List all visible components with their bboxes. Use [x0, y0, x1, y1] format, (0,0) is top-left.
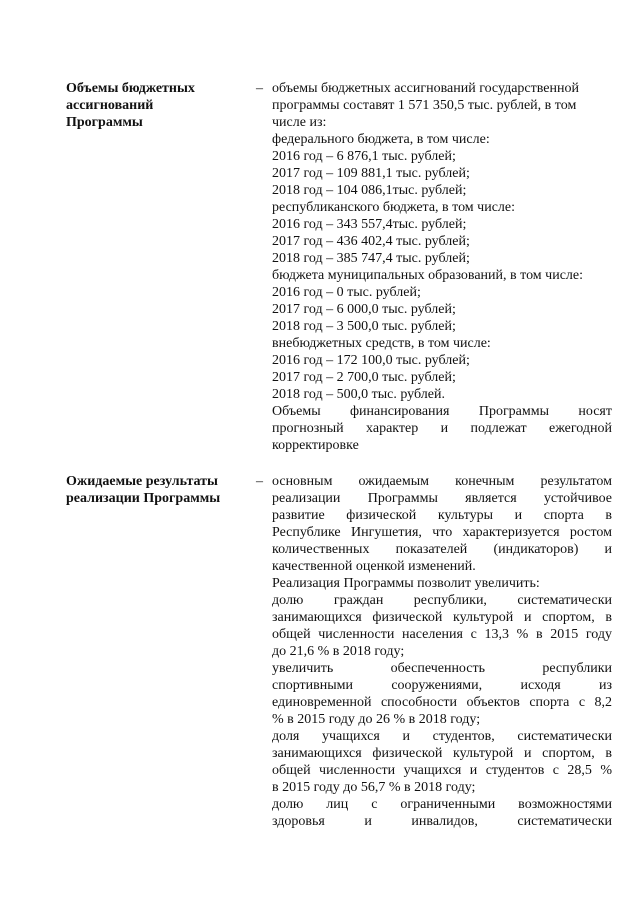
text-line: спортивными сооружениями, исходя из	[272, 678, 612, 693]
text-line: в 2015 году до 56,7 % в 2018 году;	[272, 780, 476, 795]
text-line: общей численности учащихся и студентов с 28,5 %	[272, 763, 612, 778]
text-line: 2017 год – 6 000,0 тыс. рублей;	[272, 302, 456, 317]
text-line: количественных показателей (индикаторов) и	[272, 542, 612, 557]
text-line: республиканского бюджета, в том числе:	[272, 200, 516, 215]
text-line: 2016 год – 172 100,0 тыс. рублей;	[272, 353, 470, 368]
text-line: бюджета муниципальных образований, в том числе:	[272, 268, 584, 283]
text-line: 2018 год – 385 747,4 тыс. рублей;	[272, 251, 470, 266]
text-line: Реализация Программы позволит увеличить:	[272, 576, 540, 591]
text-line: занимающихся физической культурой и спортом, в	[272, 746, 612, 761]
text-line: 2016 год – 0 тыс. рублей;	[272, 285, 421, 300]
label-line: Ожидаемые результаты	[66, 474, 218, 489]
dash-separator: –	[256, 81, 263, 96]
text-line: 2017 год – 2 700,0 тыс. рублей;	[272, 370, 456, 385]
text-line: 2016 год – 343 557,4тыс. рублей;	[272, 217, 467, 232]
text-line: Объемы финансирования Программы носят	[272, 404, 612, 419]
text-line: 2017 год – 436 402,4 тыс. рублей;	[272, 234, 470, 249]
text-line: доля учащихся и студентов, систематически	[272, 729, 612, 744]
text-line: долю граждан республики, систематически	[272, 593, 612, 608]
label-line: Объемы бюджетных	[66, 81, 195, 96]
text-line: программы составят 1 571 350,5 тыс. рублей, в том	[272, 98, 577, 113]
text-line: основным ожидаемым конечным результатом	[272, 474, 612, 489]
text-line: прогнозный характер и подлежат ежегодной	[272, 421, 612, 436]
text-line: 2018 год – 3 500,0 тыс. рублей;	[272, 319, 456, 334]
text-line: общей численности населения с 13,3 % в 2015 году	[272, 627, 612, 642]
text-line: развитие физической культуры и спорта в	[272, 508, 612, 523]
text-line: числе из:	[272, 115, 327, 130]
section-budget-label	[66, 80, 246, 131]
text-line: увеличить обеспеченность республики	[272, 661, 612, 676]
text-line: федерального бюджета, в том числе:	[272, 132, 490, 147]
text-line: единовременной способности объектов спорта с 8,2	[272, 695, 612, 710]
text-line: качественной оценкой изменений.	[272, 559, 476, 574]
text-line: 2016 год – 6 876,1 тыс. рублей;	[272, 149, 456, 164]
label-line: ассигнований	[66, 98, 154, 113]
text-line: занимающихся физической культурой и спортом, в	[272, 610, 612, 625]
section-budget-content	[272, 80, 612, 454]
text-line: до 21,6 % в 2018 году;	[272, 644, 405, 659]
text-line: 2018 год – 104 086,1тыс. рублей;	[272, 183, 467, 198]
text-line: здоровья и инвалидов, систематически	[272, 814, 612, 829]
text-line: 2017 год – 109 881,1 тыс. рублей;	[272, 166, 470, 181]
label-line: реализации Программы	[66, 491, 221, 506]
text-line: корректировке	[272, 438, 359, 453]
text-line: долю лиц с ограниченными возможностями	[272, 797, 612, 812]
text-line: 2018 год – 500,0 тыс. рублей.	[272, 387, 445, 402]
text-line: % в 2015 году до 26 % в 2018 году;	[272, 712, 481, 727]
section-results-label	[66, 473, 246, 507]
text-line: внебюджетных средств, в том числе:	[272, 336, 491, 351]
text-line: Республике Ингушетия, что характеризуется ростом	[272, 525, 612, 540]
text-line: объемы бюджетных ассигнований государственной	[272, 81, 579, 96]
dash-separator: –	[256, 474, 263, 489]
label-line: Программы	[66, 115, 143, 130]
text-line: реализации Программы является устойчивое	[272, 491, 612, 506]
section-results-content	[272, 473, 612, 830]
